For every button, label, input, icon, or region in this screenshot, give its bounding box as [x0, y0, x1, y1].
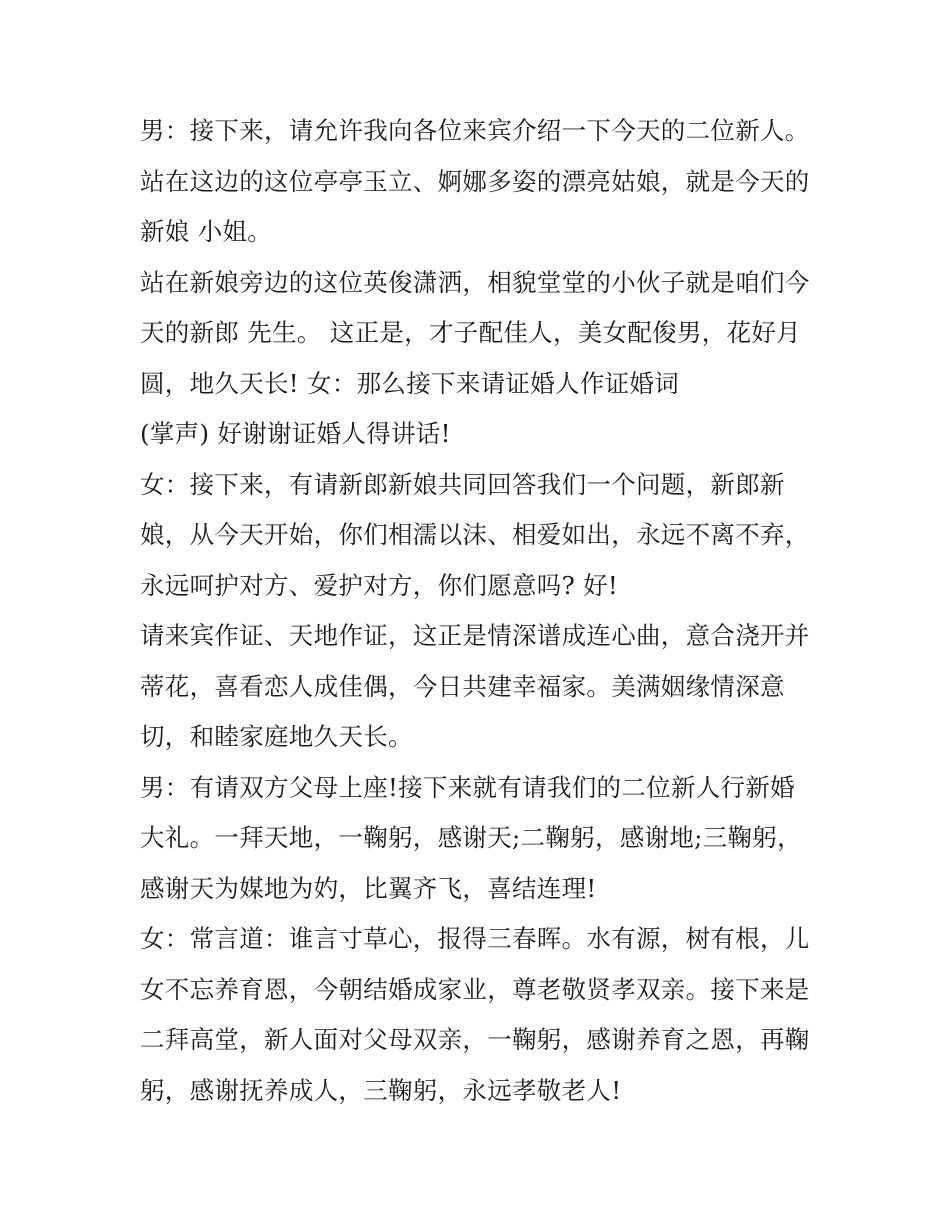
text-line: 切，和睦家庭地久天长。: [140, 722, 413, 751]
text-line: 男：接下来，请允许我向各位来宾介绍一下今天的二位新人。: [140, 116, 810, 145]
document-body: [140, 106, 820, 1116]
text-line: 二拜高堂，新人面对父母双亲，一鞠躬，感谢养育之恩，再鞠: [140, 1025, 810, 1054]
text-line: 站在这边的这位亭亭玉立、婀娜多姿的漂亮姑娘，就是今天的: [140, 166, 810, 196]
text-line: 蒂花，喜看恋人成佳偶，今日共建幸福家。美满姻缘情深意: [140, 671, 785, 701]
text-line: 感谢天为媒地为妁，比翼齐飞，喜结连理!: [140, 873, 597, 903]
text-line: (掌声) 好谢谢证婚人得讲话!: [140, 419, 451, 448]
text-line: 女：接下来，有请新郎新娘共同回答我们一个问题，新郎新: [140, 469, 785, 499]
text-line: 圆，地久天长! 女：那么接下来请证婚人作证婚词: [140, 368, 680, 398]
text-line: 新娘 小姐。: [140, 217, 273, 246]
text-line: 女不忘养育恩，今朝结婚成家业，尊老敬贤孝双亲。接下来是: [140, 974, 810, 1004]
text-line: 站在新娘旁边的这位英俊潇洒，相貌堂堂的小伙子就是咱们今: [140, 267, 810, 297]
text-line: 娘，从今天开始，你们相濡以沫、相爱如出，永远不离不弃，: [140, 520, 810, 549]
text-line: 天的新郎 先生。 这正是，才子配佳人，美女配俊男，花好月: [140, 318, 801, 347]
text-line: 永远呵护对方、爱护对方，你们愿意吗? 好!: [140, 570, 619, 600]
text-line: 请来宾作证、天地作证，这正是情深谱成连心曲，意合浇开并: [140, 621, 810, 650]
text-line: 躬，感谢抚养成人，三鞠躬，永远孝敬老人!: [140, 1075, 622, 1105]
text-line: 女：常言道：谁言寸草心，报得三春晖。水有源，树有根，儿: [140, 924, 810, 953]
text-line: 大礼。一拜天地，一鞠躬，感谢天;二鞠躬，感谢地;三鞠躬，: [140, 823, 802, 852]
text-line: 男：有请双方父母上座!接下来就有请我们的二位新人行新婚: [140, 772, 795, 802]
